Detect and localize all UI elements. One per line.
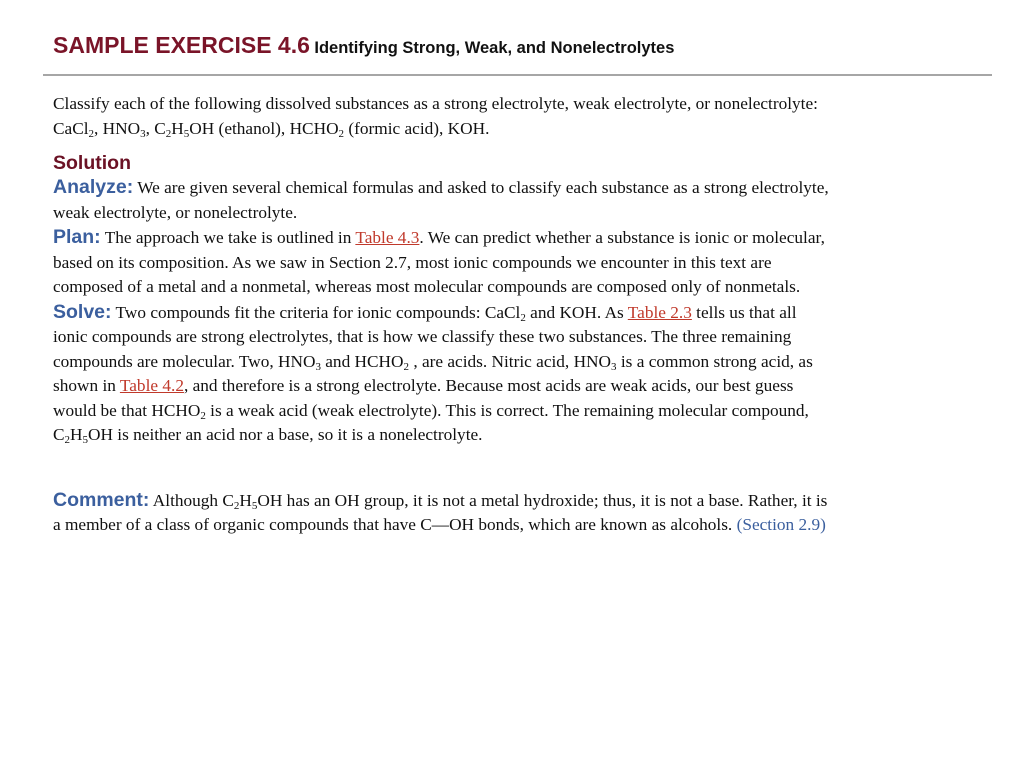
solve-text: OH is neither an acid nor a base, so it is a nonelectrolyte. (88, 425, 483, 444)
table-4-2-link[interactable]: Table 4.2 (119, 376, 184, 395)
solve-text: would be that HCHO (53, 400, 201, 420)
subscript: 2 (165, 127, 172, 140)
solve-line (53, 350, 973, 375)
subscript: 3 (315, 360, 321, 373)
subscript: 3 (611, 360, 617, 373)
formula-text: H (171, 118, 184, 138)
problem-statement (53, 92, 973, 141)
solve-text: is a common strong acid, as (616, 351, 813, 371)
solve-text: is a weak acid (weak electrolyte). This is correct. The remaining molecular compound, (205, 400, 809, 420)
solve-text: C (53, 425, 65, 444)
formula-text: CaCl (53, 118, 89, 138)
solve-section (53, 300, 973, 448)
solve-line (53, 423, 973, 448)
subscript: 2 (88, 127, 95, 140)
formula-text: OH (ethanol), HCHO (189, 118, 339, 138)
section-2-9-reference[interactable]: (Section 2.9) (736, 515, 826, 534)
table-4-3-link[interactable]: Table 4.3 (355, 228, 420, 247)
problem-intro: Classify each of the following dissolved substances as a strong electrolyte, weak electrolyte, or nonelectrolyte: (53, 94, 818, 113)
table-2-3-link[interactable]: Table 2.3 (627, 302, 692, 322)
solve-line (53, 399, 973, 424)
subscript: 3 (140, 127, 146, 140)
solve-text: compounds are molecular. Two, HNO (53, 351, 316, 371)
formula-text: (formic acid), KOH. (344, 118, 490, 138)
problem-formulas (53, 117, 973, 142)
solve-text: , and therefore is a strong electrolyte. Because most acids are weak acids, our best guess (183, 376, 794, 395)
comment-text: Although C (149, 490, 234, 510)
solve-text: H (70, 425, 83, 444)
plan-text: . We can predict whether a substance is ionic or molecular, (419, 228, 825, 247)
formula-text: , HNO (94, 118, 141, 138)
subscript: 5 (251, 499, 258, 512)
solve-text: tells us that all (691, 302, 797, 322)
solve-text: and HCHO (320, 351, 404, 371)
formula-text: , C (145, 118, 166, 138)
analyze-line (53, 175, 973, 201)
subscript: 2 (200, 409, 206, 422)
solve-line (53, 374, 973, 399)
comment-text: a member of a class of organic compounds that have C—OH bonds, which are known as alcohols. (53, 515, 737, 534)
plan-line (53, 225, 973, 251)
analyze-label: Analyze: (53, 176, 134, 198)
subscript: 2 (64, 434, 71, 446)
subscript: 2 (403, 360, 409, 373)
solve-line (53, 300, 973, 326)
subscript: 2 (520, 311, 526, 324)
solve-label: Solve: (53, 300, 112, 323)
comment-text: H (239, 490, 252, 510)
analyze-text: We are given several chemical formulas and asked to classify each substance as a strong electrolyte, (133, 178, 829, 197)
plan-label: Plan: (53, 226, 101, 248)
comment-line (53, 488, 973, 514)
plan-text: The approach we take is outlined in (100, 228, 356, 247)
exercise-body (53, 92, 973, 538)
solve-text: , are acids. Nitric acid, HNO (409, 351, 612, 371)
exercise-subtitle: Identifying Strong, Weak, and Nonelectrolytes (314, 39, 675, 57)
solve-line: ionic compounds are strong electrolytes, that is how we classify these two substances. The three remaining (53, 327, 792, 346)
title-divider (43, 74, 992, 76)
subscript: 5 (183, 127, 190, 140)
subscript: 5 (82, 434, 89, 446)
comment-label: Comment: (53, 488, 150, 511)
page-title (53, 32, 674, 59)
subscript: 2 (233, 499, 240, 512)
solution-heading: Solution (53, 152, 131, 174)
plan-line: based on its composition. As we saw in Section 2.7, most ionic compounds we encounter in this text are (53, 252, 772, 272)
solve-text: shown in (53, 376, 120, 395)
plan-line: composed of a metal and a nonmetal, whereas most molecular compounds are composed only of nonmetals. (53, 277, 801, 296)
analyze-section (53, 175, 973, 225)
analyze-line: weak electrolyte, or nonelectrolyte. (53, 202, 298, 222)
plan-section (53, 225, 973, 300)
subscript: 2 (338, 127, 345, 140)
solve-text: and KOH. As (525, 302, 628, 322)
solve-text: Two compounds fit the criteria for ionic compounds: CaCl (111, 302, 521, 322)
comment-text: OH has an OH group, it is not a metal hydroxide; thus, it is not a base. Rather, it is (257, 490, 828, 510)
comment-line (53, 513, 973, 538)
comment-section (53, 488, 973, 538)
exercise-number: SAMPLE EXERCISE 4.6 (53, 32, 310, 58)
